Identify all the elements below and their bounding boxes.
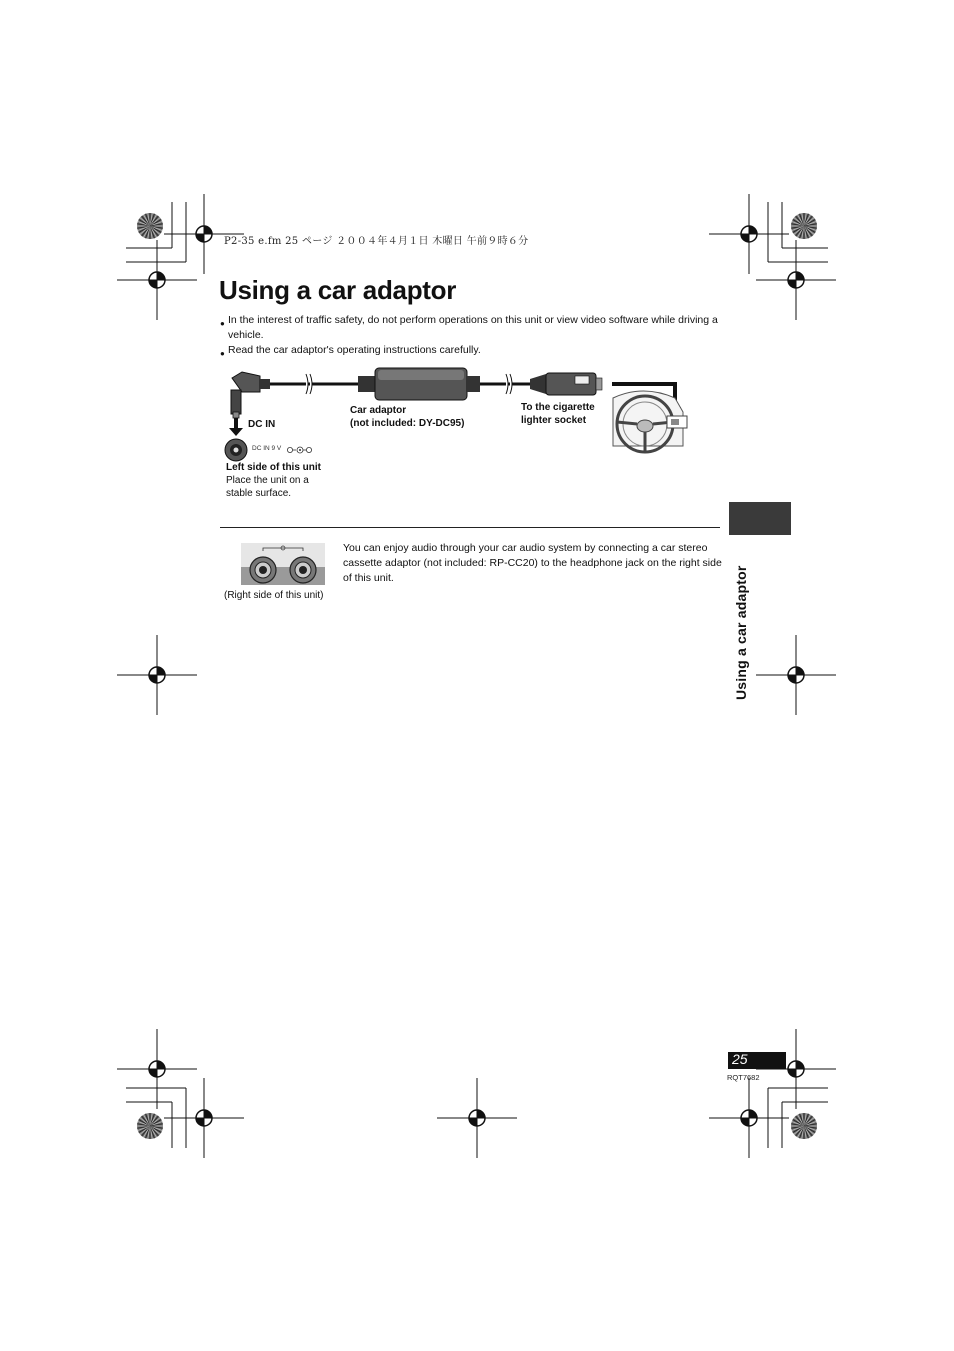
- section-divider: [220, 527, 720, 528]
- crosshair-mark-icon: [756, 635, 836, 715]
- bullet-item-traffic-safety: [220, 313, 720, 343]
- bullet-icon: ●: [220, 349, 225, 358]
- file-header-line: P2-35 e.fm 25 ページ ２００４年４月１日 木曜日 午前９時６分: [224, 236, 529, 247]
- page-number: 25: [732, 1051, 748, 1067]
- document-code: RQT7682: [727, 1073, 760, 1082]
- color-calibration-mark-icon: [791, 1113, 817, 1139]
- headphone-jacks-illustration: [241, 543, 325, 585]
- crosshair-mark-icon: [437, 1078, 517, 1158]
- bullet-item-read-instructions: [220, 343, 720, 358]
- side-tab-marker: [729, 502, 791, 535]
- car-adaptor-label-line2: (not included: DY-DC95): [350, 418, 465, 429]
- dc-in-marking: DC IN 9 V: [252, 445, 282, 452]
- cigarette-label-line1: To the cigarette: [521, 402, 595, 413]
- steering-wheel-icon: [613, 391, 687, 452]
- cigarette-plug-icon: [530, 373, 602, 395]
- adaptor-box-icon: [358, 368, 480, 400]
- crosshair-mark-icon: [117, 240, 197, 320]
- left-side-title: Left side of this unit: [226, 462, 321, 473]
- color-calibration-mark-icon: [137, 213, 163, 239]
- crosshair-mark-icon: [117, 635, 197, 715]
- down-arrow-icon: [229, 418, 243, 436]
- dc-in-jack-icon: [224, 438, 248, 462]
- color-calibration-mark-icon: [791, 213, 817, 239]
- bullet-text: Read the car adaptor's operating instructions carefully.: [228, 344, 481, 356]
- left-side-note-line2: stable surface.: [226, 488, 292, 499]
- dc-plug-icon: [231, 372, 270, 418]
- crosshair-mark-icon: [117, 1029, 197, 1109]
- dc-in-label: DC IN: [248, 419, 276, 430]
- color-calibration-mark-icon: [137, 1113, 163, 1139]
- bullet-text: In the interest of traffic safety, do not perform operations on this unit or view video software while driving a vehicle.: [228, 314, 718, 341]
- car-audio-paragraph: You can enjoy audio through your car audio system by connecting a car stereo cassette adaptor (not included: RP-CC20) to the headphone jack on the right side of this unit.: [343, 542, 722, 584]
- page-title: Using a car adaptor: [219, 275, 457, 305]
- car-adaptor-label-line1: Car adaptor: [350, 405, 407, 416]
- left-side-note-line1: Place the unit on a: [226, 475, 309, 486]
- crosshair-mark-icon: [164, 1078, 244, 1158]
- bullet-icon: ●: [220, 319, 225, 328]
- cigarette-label-line2: lighter socket: [521, 415, 587, 426]
- right-side-caption: (Right side of this unit): [224, 590, 324, 601]
- side-section-title: Using a car adaptor: [733, 565, 749, 700]
- polarity-symbol-icon: [286, 445, 314, 455]
- crosshair-mark-icon: [709, 1078, 789, 1158]
